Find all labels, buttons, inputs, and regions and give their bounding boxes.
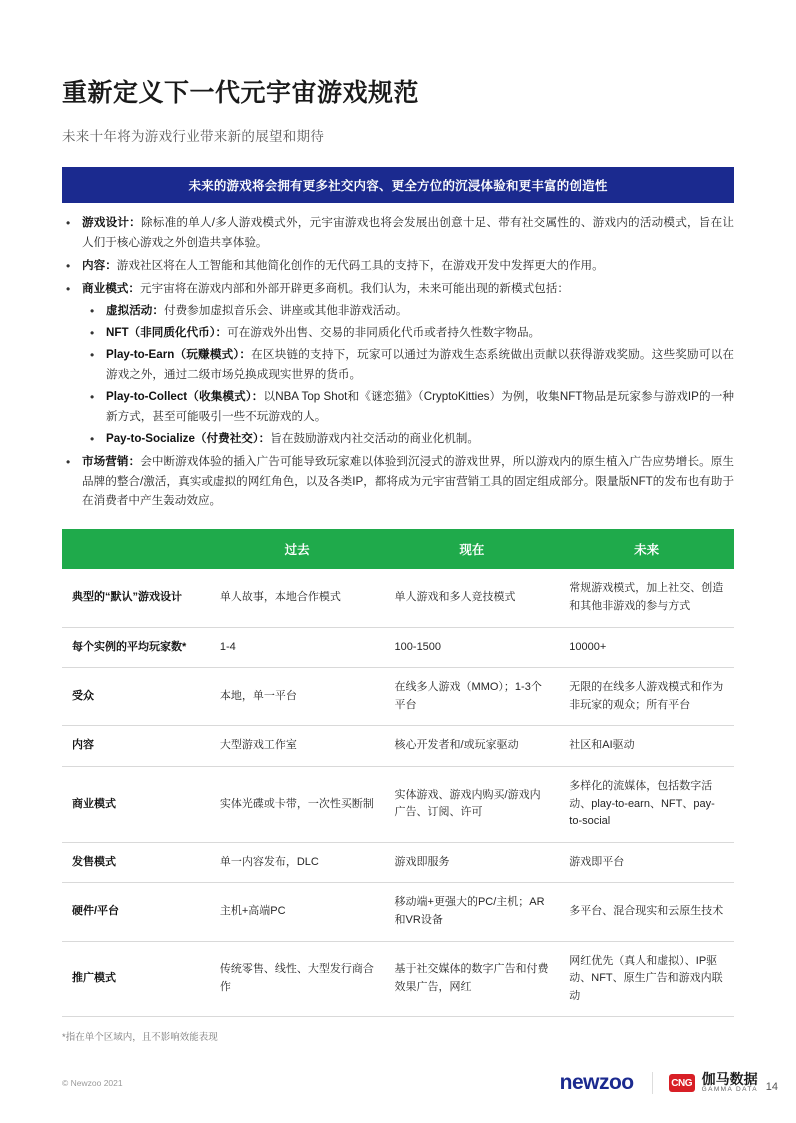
cell-present: 核心开发者和/或玩家驱动 bbox=[385, 726, 560, 767]
column-header-future: 未来 bbox=[559, 529, 734, 569]
cell-future: 10000+ bbox=[559, 627, 734, 668]
row-label: 典型的“默认”游戏设计 bbox=[62, 569, 210, 627]
row-label: 每个实例的平均玩家数* bbox=[62, 627, 210, 668]
row-label: 发售模式 bbox=[62, 842, 210, 883]
bullet-lead: 游戏设计： bbox=[82, 216, 141, 230]
bullet-text: 除标准的单人/多人游戏模式外，元宇宙游戏也将会发展出创意十足、带有社交属性的、游戏内的活动模式，旨在让人们于核心游戏之外创造共享体验。 bbox=[82, 216, 734, 250]
page-number: 14 bbox=[765, 1081, 778, 1093]
cell-past: 本地，单一平台 bbox=[210, 668, 385, 726]
row-label: 内容 bbox=[62, 726, 210, 767]
cell-future: 多样化的流媒体，包括数字活动、play-to-earn、NFT、pay-to-social bbox=[559, 766, 734, 842]
bullet-text: 会中断游戏体验的插入广告可能导致玩家难以体验到沉浸式的游戏世界，所以游戏内的原生植入广告应势增长。原生品牌的整合/激活，真实或虚拟的网红角色，以及各类IP，都将成为元宇宙营销工具的固定组成部分。限量版NFT的发布也有助于在消费者中产生轰动效应。 bbox=[82, 454, 734, 508]
cng-badge-icon: CNG bbox=[669, 1074, 695, 1092]
cell-future: 常规游戏模式，加上社交、创造和其他非游戏的参与方式 bbox=[559, 569, 734, 627]
list-item bbox=[62, 256, 734, 276]
table-footnote: *指在单个区域内，且不影响效能表现 bbox=[62, 1032, 218, 1044]
table-row bbox=[62, 766, 734, 842]
sub-list-item bbox=[82, 429, 734, 449]
sub-bullet-lead: Play-to-Collect（收集模式）： bbox=[106, 389, 264, 403]
table-header bbox=[62, 529, 734, 569]
sub-bullet-text: 付费参加虚拟音乐会、讲座或其他非游戏活动。 bbox=[163, 304, 408, 317]
sub-bullet-text: 可在游戏外出售、交易的非同质化代币或者持久性数字物品。 bbox=[227, 325, 541, 339]
sub-bullet-lead: 虚拟活动： bbox=[106, 304, 164, 317]
table-row bbox=[62, 842, 734, 883]
cell-past: 单一内容发布，DLC bbox=[210, 842, 385, 883]
bullet-text: 游戏社区将在人工智能和其他简化创作的无代码工具的支持下，在游戏开发中发挥更大的作用。 bbox=[116, 259, 604, 273]
sub-bullet-text: 旨在鼓励游戏内社交活动的商业化机制。 bbox=[270, 431, 479, 445]
newzoo-logo: newzoo bbox=[559, 1071, 634, 1094]
list-item bbox=[62, 213, 734, 253]
column-header-past: 过去 bbox=[210, 529, 385, 569]
cell-past: 1-4 bbox=[210, 627, 385, 668]
list-item bbox=[62, 452, 734, 512]
column-header-blank bbox=[62, 529, 210, 569]
table-row bbox=[62, 883, 734, 941]
cell-present: 100-1500 bbox=[385, 627, 560, 668]
bullet-list bbox=[62, 213, 734, 511]
sub-bullet-lead: Pay-to-Socialize（付费社交）： bbox=[106, 431, 271, 445]
copyright-text: © Newzoo 2021 bbox=[62, 1078, 123, 1088]
cell-present: 基于社交媒体的数字广告和付费效果广告，网红 bbox=[385, 941, 560, 1017]
table-body bbox=[62, 569, 734, 1016]
table-row bbox=[62, 627, 734, 668]
page-title: 重新定义下一代元宇宙游戏规范 bbox=[62, 79, 420, 107]
sub-bullet-lead: Play-to-Earn（玩赚模式）： bbox=[106, 347, 252, 361]
cell-past: 单人故事，本地合作模式 bbox=[210, 569, 385, 627]
gamma-data-logo bbox=[652, 1072, 758, 1094]
list-item bbox=[62, 279, 734, 449]
cell-past: 大型游戏工作室 bbox=[210, 726, 385, 767]
cell-future: 多平台、混合现实和云原生技术 bbox=[559, 883, 734, 941]
sub-list-item bbox=[82, 323, 734, 343]
cell-past: 主机+高端PC bbox=[210, 883, 385, 941]
bullet-lead: 市场营销： bbox=[82, 454, 141, 468]
highlight-banner: 未来的游戏将会拥有更多社交内容、更全方位的沉浸体验和更丰富的创造性 bbox=[62, 167, 734, 203]
sub-list-item bbox=[82, 301, 734, 321]
cell-present: 游戏即服务 bbox=[385, 842, 560, 883]
cell-past: 传统零售、线性、大型发行商合作 bbox=[210, 941, 385, 1017]
gamma-logo-text bbox=[702, 1072, 758, 1094]
page-subtitle: 未来十年将为游戏行业带来新的展望和期待 bbox=[62, 129, 325, 145]
cell-past: 实体光碟或卡带，一次性买断制 bbox=[210, 766, 385, 842]
row-label: 受众 bbox=[62, 668, 210, 726]
gamma-logo-en: GAMMA DATA bbox=[701, 1085, 758, 1093]
bullet-text: 元宇宙将在游戏内部和外部开辟更多商机。我们认为，未来可能出现的新模式包括： bbox=[139, 282, 569, 296]
sub-bullet-text: 以NBA Top Shot和《谜恋猫》（CryptoKitties）为例，收集NFT物品是玩家参与游戏IP的一种新方式，甚至可能吸引一些不玩游戏的人。 bbox=[106, 389, 734, 423]
brand-logos bbox=[560, 1071, 758, 1095]
cell-present: 在线多人游戏（MMO）；1-3个平台 bbox=[385, 668, 560, 726]
cell-present: 单人游戏和多人竞技模式 bbox=[385, 569, 560, 627]
sub-list-item bbox=[82, 387, 734, 427]
sub-bullet-text: 在区块链的支持下，玩家可以通过为游戏生态系统做出贡献以获得游戏奖励。这些奖励可以在游戏之外，通过二级市场兑换成现实世界的货币。 bbox=[106, 347, 734, 381]
gamma-logo-cn: 伽马数据 bbox=[701, 1071, 758, 1088]
cell-future: 游戏即平台 bbox=[559, 842, 734, 883]
cell-future: 网红优先（真人和虚拟）、IP驱动、NFT、原生广告和游戏内联动 bbox=[559, 941, 734, 1017]
cell-future: 社区和AI驱动 bbox=[559, 726, 734, 767]
bullet-lead: 商业模式： bbox=[82, 282, 140, 296]
cell-future: 无限的在线多人游戏模式和作为非玩家的观众；所有平台 bbox=[559, 668, 734, 726]
table-row bbox=[62, 668, 734, 726]
sub-bullet-lead: NFT（非同质化代币）： bbox=[106, 325, 228, 339]
table-row bbox=[62, 569, 734, 627]
bullet-lead: 内容： bbox=[82, 259, 117, 273]
sub-list-item bbox=[82, 345, 734, 385]
row-label: 硬件/平台 bbox=[62, 883, 210, 941]
comparison-table bbox=[62, 529, 734, 1017]
page-footer bbox=[62, 1071, 758, 1095]
sub-bullet-list bbox=[82, 301, 734, 449]
cell-present: 移动端+更强大的PC/主机；AR和VR设备 bbox=[385, 883, 560, 941]
column-header-present: 现在 bbox=[385, 529, 560, 569]
table-row bbox=[62, 941, 734, 1017]
table-header-row bbox=[62, 529, 734, 569]
row-label: 商业模式 bbox=[62, 766, 210, 842]
cell-present: 实体游戏、游戏内购买/游戏内广告、订阅、许可 bbox=[385, 766, 560, 842]
table-row bbox=[62, 726, 734, 767]
row-label: 推广模式 bbox=[62, 941, 210, 1017]
